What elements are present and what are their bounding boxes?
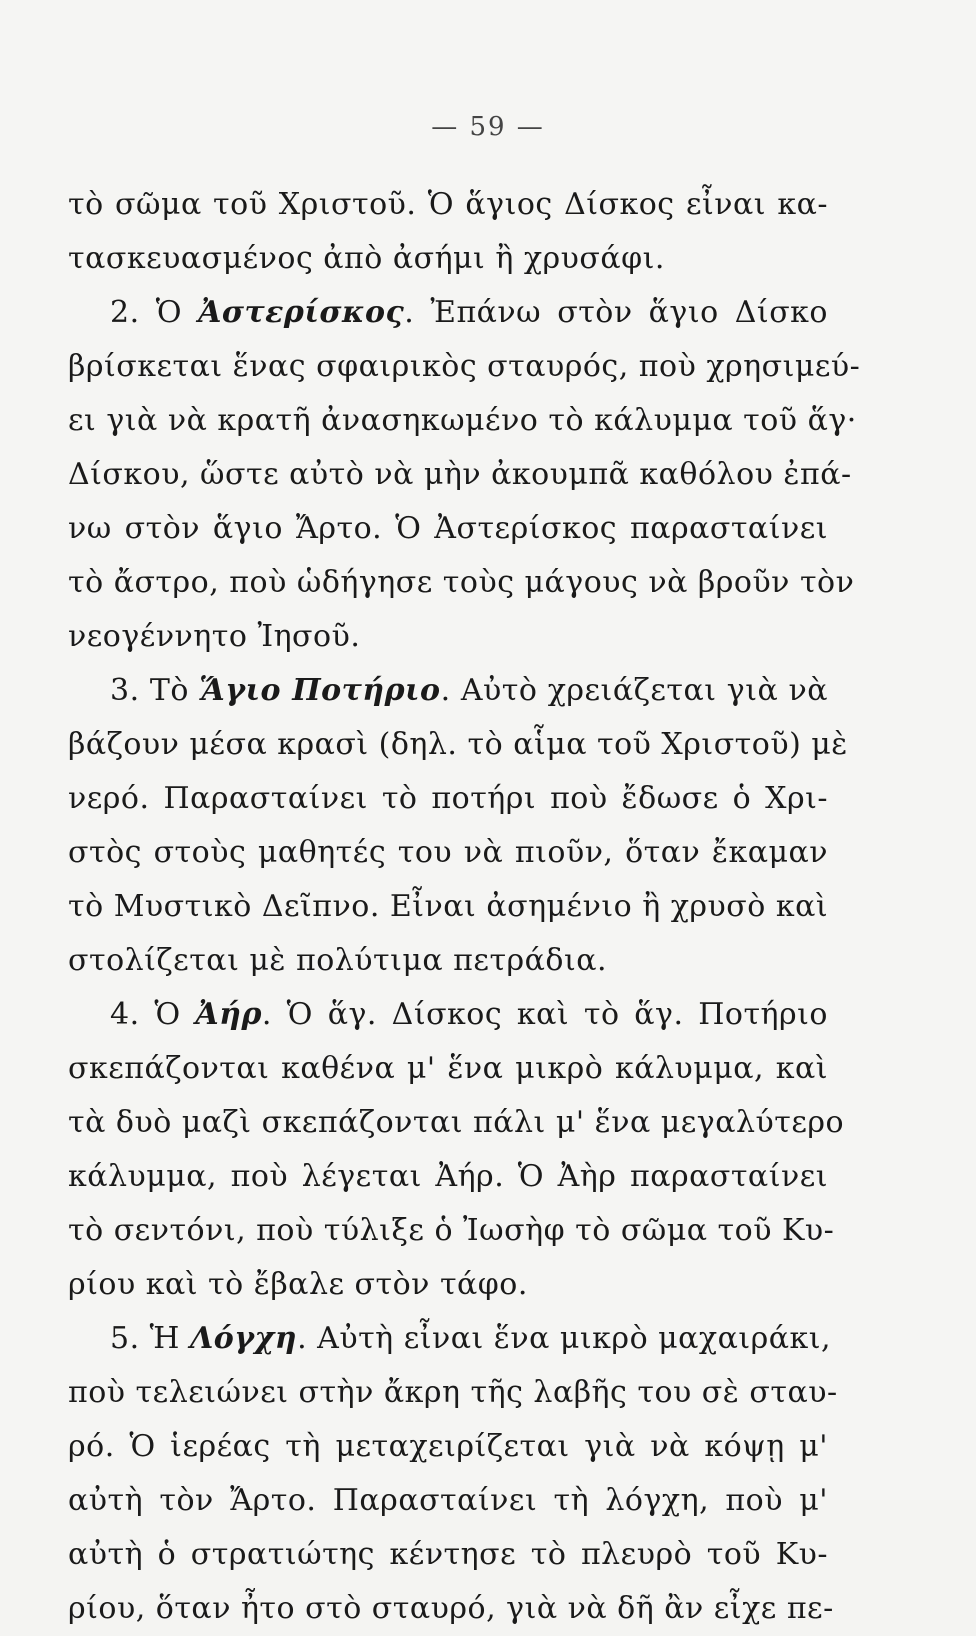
text-line: 3. Τὸ Ἅγιο Ποτήριο. Αὐτὸ χρειάζεται γιὰ νὰ [110, 673, 828, 708]
text-line: κάλυμμα, ποὺ λέγεται Ἀήρ. Ὁ Ἀὴρ παρασταίνει [68, 1159, 828, 1194]
text-line: τὸ σῶμα τοῦ Χριστοῦ. Ὁ ἅγιος Δίσκος εἶναι κα- [68, 187, 828, 222]
body-text [68, 178, 861, 1636]
text-line: αὐτὴ τὸν Ἄρτο. Παρασταίνει τὴ λόγχη, ποὺ μ' [68, 1483, 828, 1518]
text-line: τὸ σεντόνι, ποὺ τύλιξε ὁ Ἰωσὴφ τὸ σῶμα τοῦ Κυ- [68, 1213, 835, 1248]
text-line: αὐτὴ ὁ στρατιώτης κέντησε τὸ πλευρὸ τοῦ Κυ- [68, 1537, 828, 1572]
text-line: τὸ Μυστικὸ Δεῖπνο. Εἶναι ἀσημένιο ἢ χρυσὸ καὶ [68, 889, 829, 924]
term-heading: Λόγχη [189, 1321, 298, 1356]
text-line: στὸς στοὺς μαθητές του νὰ πιοῦν, ὅταν ἔκαμαν [68, 835, 828, 870]
text-line: Δίσκου, ὥστε αὐτὸ νὰ μὴν ἀκουμπᾶ καθόλου ἐπά- [68, 457, 852, 492]
term-heading: Ἅγιο Ποτήριο [199, 673, 441, 708]
text-line: ποὺ τελειώνει στὴν ἄκρη τῆς λαβῆς του σὲ σταυ- [68, 1375, 838, 1410]
text-line: βάζουν μέσα κρασὶ (δηλ. τὸ αἷμα τοῦ Χριστοῦ) μὲ [68, 727, 848, 762]
term-heading: Ἀστερίσκος [198, 295, 405, 330]
text-line: τὰ δυὸ μαζὶ σκεπάζονται πάλι μ' ἕνα μεγαλύτερο [68, 1105, 845, 1140]
term-heading: Ἀήρ [195, 997, 262, 1032]
text-line: στολίζεται μὲ πολύτιμα πετράδια. [68, 943, 608, 978]
text-line: βρίσκεται ἕνας σφαιρικὸς σταυρός, ποὺ χρησιμεύ- [68, 349, 861, 384]
text-line: ρίου, ὅταν ἦτο στὸ σταυρό, γιὰ νὰ δῆ ἂν εἶχε πε- [68, 1591, 834, 1626]
text-line: σκεπάζονται καθένα μ' ἕνα μικρὸ κάλυμμα, καὶ [68, 1051, 828, 1086]
text-line: ει γιὰ νὰ κρατῆ ἀνασηκωμένο τὸ κάλυμμα τοῦ ἅγ· [68, 403, 857, 438]
text-line: 2. Ὁ Ἀστερίσκος. Ἐπάνω στὸν ἅγιο Δίσκο [110, 295, 828, 330]
text-line: 4. Ὁ Ἀήρ. Ὁ ἅγ. Δίσκος καὶ τὸ ἅγ. Ποτήριο [110, 997, 828, 1032]
text-line: τασκευασμένος ἀπὸ ἀσήμι ἢ χρυσάφι. [68, 241, 665, 276]
text-line: τὸ ἄστρο, ποὺ ὡδήγησε τοὺς μάγους νὰ βροῦν τὸν [68, 565, 855, 600]
text-line: ρό. Ὁ ἱερέας τὴ μεταχειρίζεται γιὰ νὰ κόψῃ μ' [68, 1429, 828, 1464]
text-line: 5. Ἡ Λόγχη. Αὐτὴ εἶναι ἕνα μικρὸ μαχαιράκι, [110, 1321, 832, 1356]
text-line: νερό. Παρασταίνει τὸ ποτήρι ποὺ ἔδωσε ὁ Χρι- [68, 781, 828, 816]
page-number: — 59 — [431, 112, 545, 142]
text-line: νεογέννητο Ἰησοῦ. [68, 619, 361, 654]
text-line: νω στὸν ἅγιο Ἄρτο. Ὁ Ἀστερίσκος παρασταίνει [68, 511, 828, 546]
text-line: ρίου καὶ τὸ ἔβαλε στὸν τάφο. [68, 1267, 528, 1302]
